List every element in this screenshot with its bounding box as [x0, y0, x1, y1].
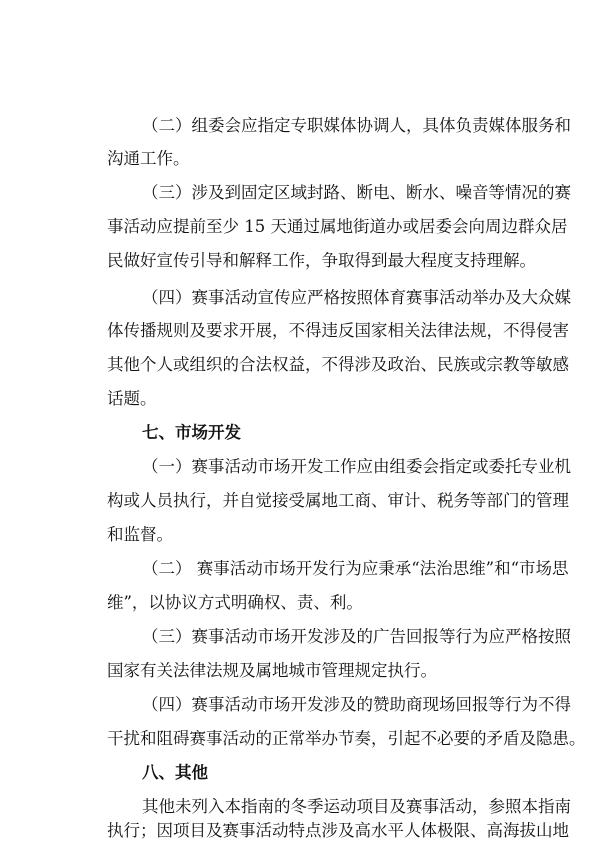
paragraph-line: （一）赛事活动市场开发工作应由组委会指定或委托专业机: [142, 457, 571, 476]
paragraph-line: 干扰和阻碍赛事活动的正常举办节奏，引起不必要的矛盾及隐患。: [107, 729, 586, 748]
section-heading: 八、其他: [142, 763, 208, 782]
paragraph-line: （三）涉及到固定区域封路、断电、断水、噪音等情况的赛: [142, 183, 571, 202]
paragraph-line: （四）赛事活动宣传应严格按照体育赛事活动举办及大众媒: [142, 288, 571, 307]
paragraph-line: （二）组委会应指定专职媒体协调人，具体负责媒体服务和: [142, 116, 571, 135]
paragraph-line: 体传播规则及要求开展，不得违反国家相关法律法规，不得侵害: [107, 321, 569, 340]
paragraph-line: 其他个人或组织的合法权益，不得涉及政治、民族或宗教等敏感: [107, 355, 569, 374]
paragraph-line: 维”，以协议方式明确权、责、利。: [107, 593, 363, 612]
paragraph-line: 沟通工作。: [107, 149, 190, 168]
paragraph-line: （二） 赛事活动市场开发行为应秉承“法治思维”和“市场思: [142, 559, 569, 578]
paragraph-line: 民做好宣传引导和解释工作，争取得到最大程度支持理解。: [107, 251, 536, 270]
paragraph-line: （四）赛事活动市场开发涉及的赞助商现场回报等行为不得: [142, 695, 571, 714]
section-heading: 七、市场开发: [142, 423, 241, 442]
paragraph-line: 事活动应提前至少 15 天通过属地街道办或居委会向周边群众居: [107, 217, 568, 236]
paragraph-line: 执行；因项目及赛事活动特点涉及高水平人体极限、高海拔山地: [107, 821, 569, 840]
paragraph-line: （三）赛事活动市场开发涉及的广告回报等行为应严格按照: [142, 627, 571, 646]
paragraph-line: 其他未列入本指南的冬季运动项目及赛事活动，参照本指南: [142, 797, 571, 816]
paragraph-line: 构或人员执行，并自觉接受属地工商、审计、税务等部门的管理: [107, 491, 569, 510]
paragraph-line: 和监督。: [107, 525, 173, 544]
paragraph-line: 国家有关法律法规及属地城市管理规定执行。: [107, 661, 437, 680]
paragraph-line: 话题。: [107, 389, 157, 408]
